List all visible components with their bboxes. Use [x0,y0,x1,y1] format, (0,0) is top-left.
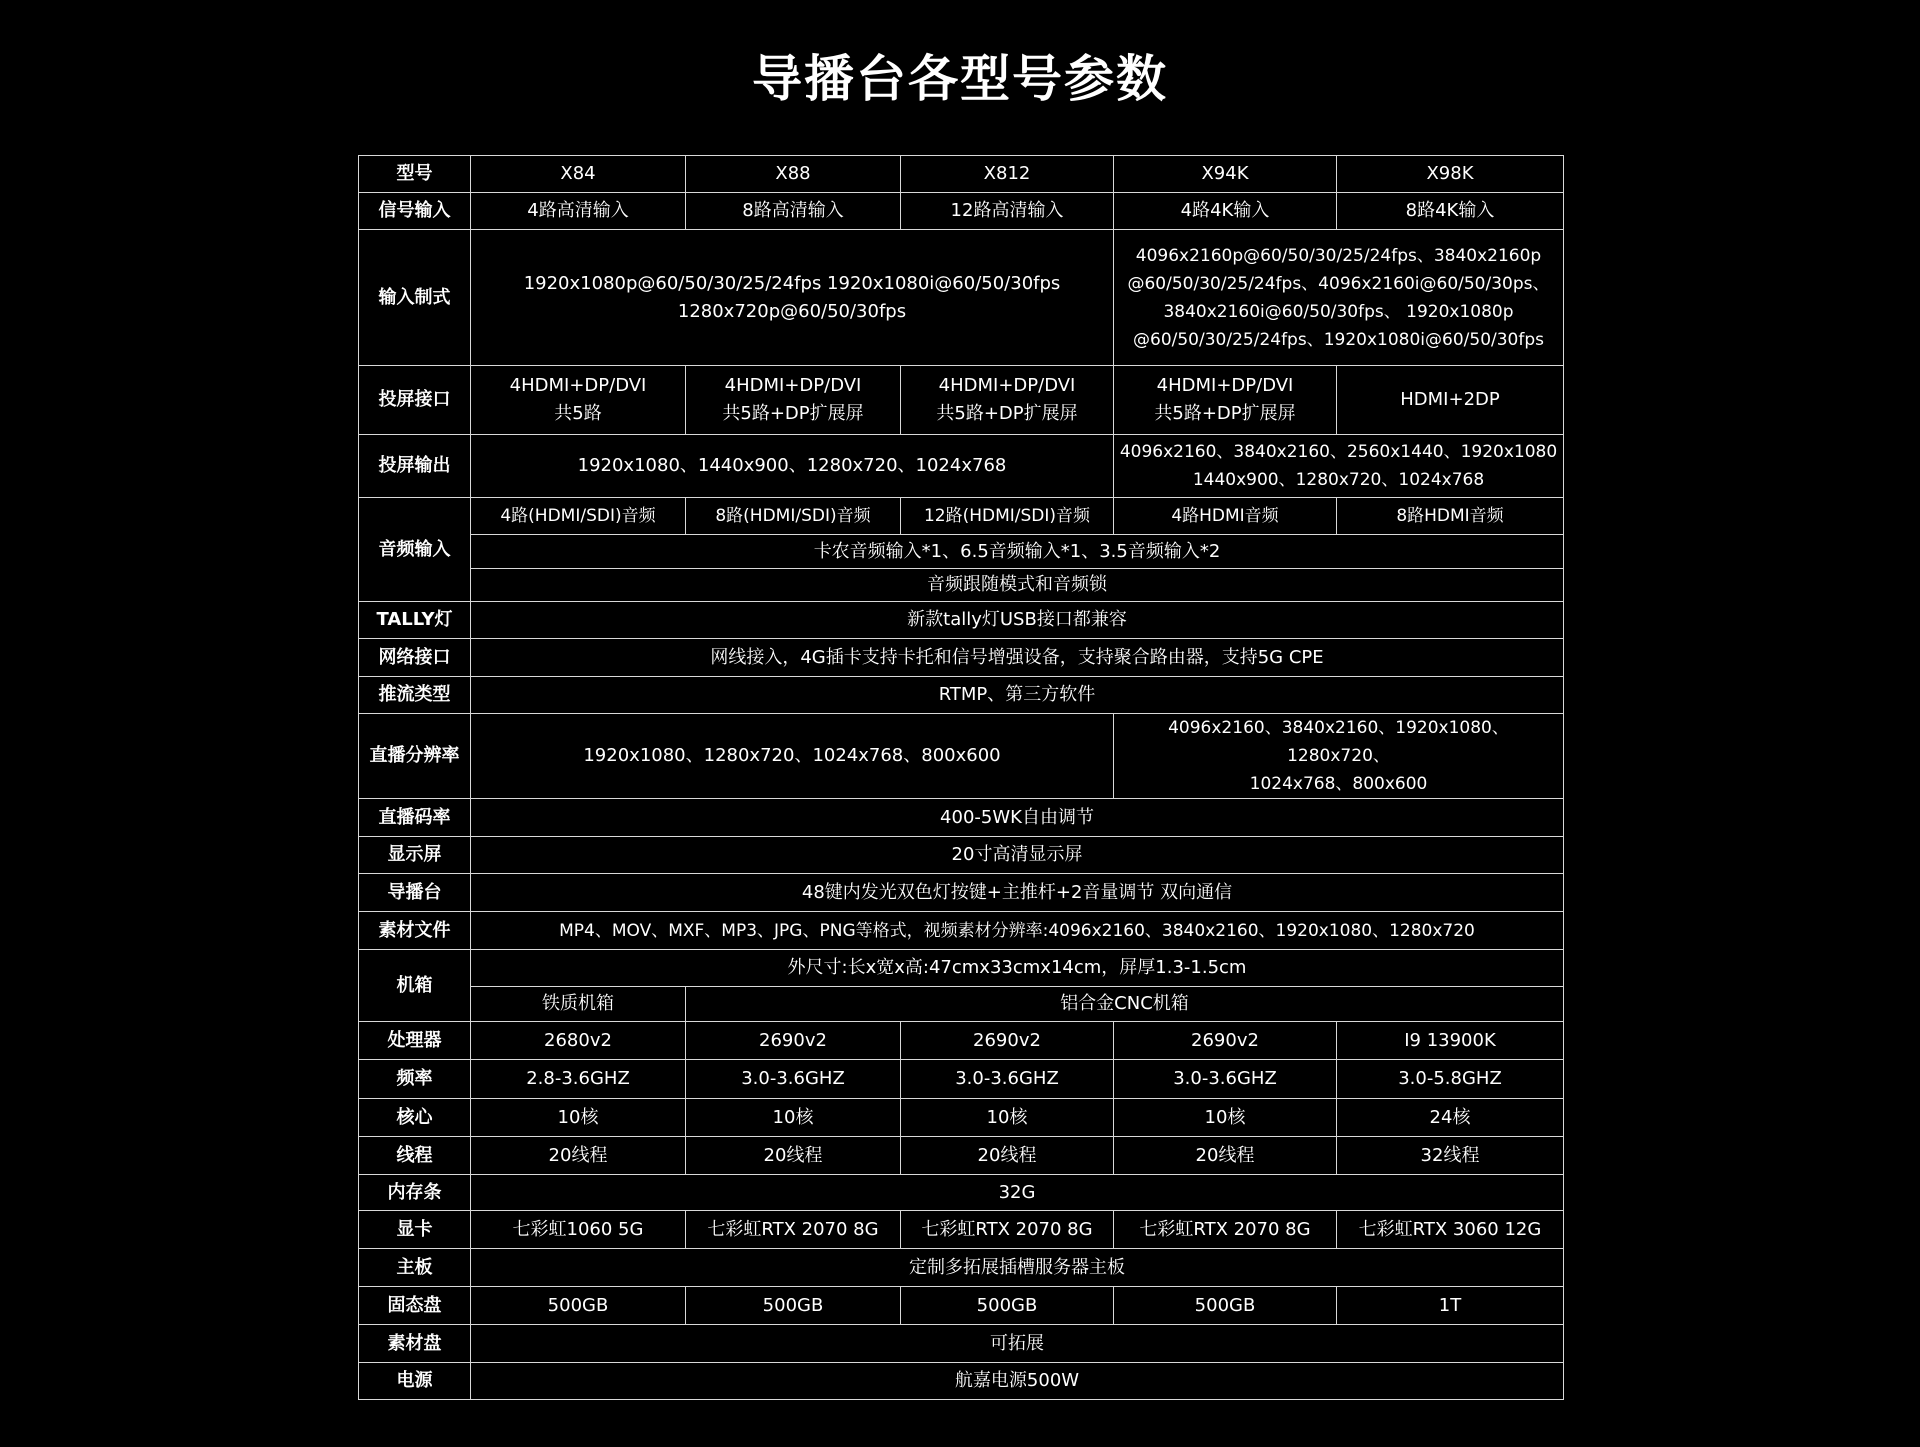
audio-shared-1: 卡农音频输入*1、6.5音频输入*1、3.5音频输入*2 [471,535,1564,569]
table-row-signal-input [359,193,1564,230]
table-row-chassis-size [359,950,1564,987]
text-line: 4HDMI+DP/DVI [724,375,862,396]
table-cell [471,366,686,435]
table-row-ssd [359,1287,1564,1325]
page-title: 导播台各型号参数 [752,50,1168,108]
table-cell: 七彩虹RTX 2070 8G [686,1211,901,1249]
table-cell [686,366,901,435]
table-cell: 七彩虹RTX 2070 8G [901,1211,1114,1249]
chassis-aluminum: 铝合金CNC机箱 [686,987,1564,1022]
table-cell: 定制多拓展插槽服务器主板 [471,1249,1564,1287]
row-label-console: 导播台 [359,874,471,912]
table-row-stream-type [359,677,1564,714]
input-format-hd [471,230,1114,366]
table-cell: 网线接入，4G插卡支持卡托和信号增强设备，支持聚合路由器，支持5G CPE [471,639,1564,677]
table-cell: 4路HDMI音频 [1114,498,1337,535]
table-cell: 400-5WK自由调节 [471,799,1564,837]
table-row-display-output [359,435,1564,498]
table-cell: 4路4K输入 [1114,193,1337,230]
table-row-threads [359,1137,1564,1175]
table-cell: 七彩虹1060 5G [471,1211,686,1249]
model-x84: X84 [471,156,686,193]
table-row-network [359,639,1564,677]
text-line: 共5路 [554,403,602,424]
text-line: 1440x900、1280x720、1024x768 [1192,470,1485,490]
text-line: HDMI+2DP [1400,389,1500,410]
row-label-chassis: 机箱 [359,950,471,1022]
table-cell: 七彩虹RTX 2070 8G [1114,1211,1337,1249]
table-cell: 8路HDMI音频 [1337,498,1564,535]
table-cell: 48键内发光双色灯按键+主推杆+2音量调节 双向通信 [471,874,1564,912]
display-output-hd: 1920x1080、1440x900、1280x720、1024x768 [471,435,1114,498]
model-x88: X88 [686,156,901,193]
model-x98k: X98K [1337,156,1564,193]
table-cell: 24核 [1337,1099,1564,1137]
row-label-input-format: 输入制式 [359,230,471,366]
table-row-media-files [359,912,1564,950]
row-label-power: 电源 [359,1363,471,1400]
row-label-audio-input: 音频输入 [359,498,471,602]
table-row-audio-input [359,498,1564,535]
table-cell: 500GB [901,1287,1114,1325]
table-cell: MP4、MOV、MXF、MP3、JPG、PNG等格式，视频素材分辨率:4096x2160、3840x2160、1920x1080、1280x720 [471,912,1564,950]
row-label-display-port: 投屏接口 [359,366,471,435]
table-cell: 1T [1337,1287,1564,1325]
table-cell: 32G [471,1175,1564,1211]
row-label-bitrate: 直播码率 [359,799,471,837]
table-row-display-port [359,366,1564,435]
table-cell: 500GB [686,1287,901,1325]
live-resolution-hd: 1920x1080、1280x720、1024x768、800x600 [471,714,1114,799]
text-line: @60/50/30/25/24fps、1920x1080i@60/50/30fps [1133,329,1544,350]
text-line: @60/50/30/25/24fps、4096x2160i@60/50/30ps、 [1127,273,1550,294]
table-row-screen [359,837,1564,874]
row-label-motherboard: 主板 [359,1249,471,1287]
row-label-display-output: 投屏输出 [359,435,471,498]
chassis-iron: 铁质机箱 [471,987,686,1022]
table-cell: I9 13900K [1337,1022,1564,1060]
table-cell: 20线程 [1114,1137,1337,1175]
table-cell: 12路(HDMI/SDI)音频 [901,498,1114,535]
table-row-input-format [359,230,1564,366]
row-label-frequency: 频率 [359,1060,471,1099]
spec-table [358,155,1564,1400]
table-row-cores [359,1099,1564,1137]
table-row-tally [359,602,1564,639]
live-resolution-uhd [1114,714,1564,799]
text-line: 4HDMI+DP/DVI [938,375,1076,396]
row-label-cores: 核心 [359,1099,471,1137]
row-label-gpu: 显卡 [359,1211,471,1249]
table-cell: 2.8-3.6GHZ [471,1060,686,1099]
table-cell: 12路高清输入 [901,193,1114,230]
text-line: 共5路+DP扩展屏 [1154,403,1296,424]
text-line: 4096x2160、3840x2160、1920x1080、1280x720、 [1168,718,1509,766]
table-cell: 新款tally灯USB接口都兼容 [471,602,1564,639]
table-cell: 2690v2 [901,1022,1114,1060]
table-cell: 32线程 [1337,1137,1564,1175]
table-cell: 8路4K输入 [1337,193,1564,230]
text-line: 1280x720p@60/50/30fps [677,300,907,322]
row-label-cpu: 处理器 [359,1022,471,1060]
table-cell: 20线程 [471,1137,686,1175]
table-cell: 七彩虹RTX 3060 12G [1337,1211,1564,1249]
row-label-live-resolution: 直播分辨率 [359,714,471,799]
row-label-tally: TALLY灯 [359,602,471,639]
table-cell: 8路(HDMI/SDI)音频 [686,498,901,535]
table-row-media-disk [359,1325,1564,1363]
table-row-console [359,874,1564,912]
table-cell: 2690v2 [1114,1022,1337,1060]
table-cell: 10核 [471,1099,686,1137]
table-cell: 4路(HDMI/SDI)音频 [471,498,686,535]
table-row-cpu [359,1022,1564,1060]
table-cell: 20线程 [686,1137,901,1175]
table-cell: 航嘉电源500W [471,1363,1564,1400]
row-label-memory: 内存条 [359,1175,471,1211]
table-cell: 10核 [901,1099,1114,1137]
table-row-frequency [359,1060,1564,1099]
table-cell: 3.0-3.6GHZ [1114,1060,1337,1099]
table-row-gpu [359,1211,1564,1249]
table-cell: 4路高清输入 [471,193,686,230]
text-line: 4096x2160p@60/50/30/25/24fps、3840x2160p [1135,245,1542,266]
table-cell [1337,366,1564,435]
table-cell: 500GB [471,1287,686,1325]
table-cell: 8路高清输入 [686,193,901,230]
text-line: 共5路+DP扩展屏 [936,403,1078,424]
row-label-screen: 显示屏 [359,837,471,874]
table-cell: 20寸高清显示屏 [471,837,1564,874]
row-label-signal-input: 信号输入 [359,193,471,230]
row-label-media-disk: 素材盘 [359,1325,471,1363]
table-row-bitrate [359,799,1564,837]
audio-shared-2: 音频跟随模式和音频锁 [471,569,1564,602]
table-cell [901,366,1114,435]
row-label-threads: 线程 [359,1137,471,1175]
table-row-motherboard [359,1249,1564,1287]
table-row-memory [359,1175,1564,1211]
table-row-audio-shared-2 [359,569,1564,602]
table-cell: 2680v2 [471,1022,686,1060]
text-line: 共5路+DP扩展屏 [722,403,864,424]
table-cell: 10核 [1114,1099,1337,1137]
table-row-power [359,1363,1564,1400]
row-label-ssd: 固态盘 [359,1287,471,1325]
input-format-uhd [1114,230,1564,366]
table-cell: 10核 [686,1099,901,1137]
table-cell: 可拓展 [471,1325,1564,1363]
table-cell: 3.0-3.6GHZ [686,1060,901,1099]
text-line: 4096x2160、3840x2160、2560x1440、1920x1080 [1119,442,1558,462]
table-cell [1114,366,1337,435]
row-label-network: 网络接口 [359,639,471,677]
text-line: 1920x1080p@60/50/30/25/24fps 1920x1080i@60/50/30fps [523,272,1061,294]
table-cell: 20线程 [901,1137,1114,1175]
text-line: 3840x2160i@60/50/30fps、 1920x1080p [1163,301,1514,322]
table-row-live-resolution [359,714,1564,799]
table-cell: 2690v2 [686,1022,901,1060]
chassis-size: 外尺寸:长x宽x高:47cmx33cmx14cm，屏厚1.3-1.5cm [471,950,1564,987]
row-label-model: 型号 [359,156,471,193]
table-cell: 3.0-3.6GHZ [901,1060,1114,1099]
table-row-model [359,156,1564,193]
table-row-chassis-material [359,987,1564,1022]
table-cell: 500GB [1114,1287,1337,1325]
model-x812: X812 [901,156,1114,193]
table-cell: RTMP、第三方软件 [471,677,1564,714]
table-row-audio-shared-1 [359,535,1564,569]
row-label-stream-type: 推流类型 [359,677,471,714]
row-label-media-files: 素材文件 [359,912,471,950]
display-output-uhd [1114,435,1564,498]
table-cell: 3.0-5.8GHZ [1337,1060,1564,1099]
text-line: 4HDMI+DP/DVI [509,375,647,396]
model-x94k: X94K [1114,156,1337,193]
text-line: 1024x768、800x600 [1249,774,1428,794]
text-line: 4HDMI+DP/DVI [1156,375,1294,396]
